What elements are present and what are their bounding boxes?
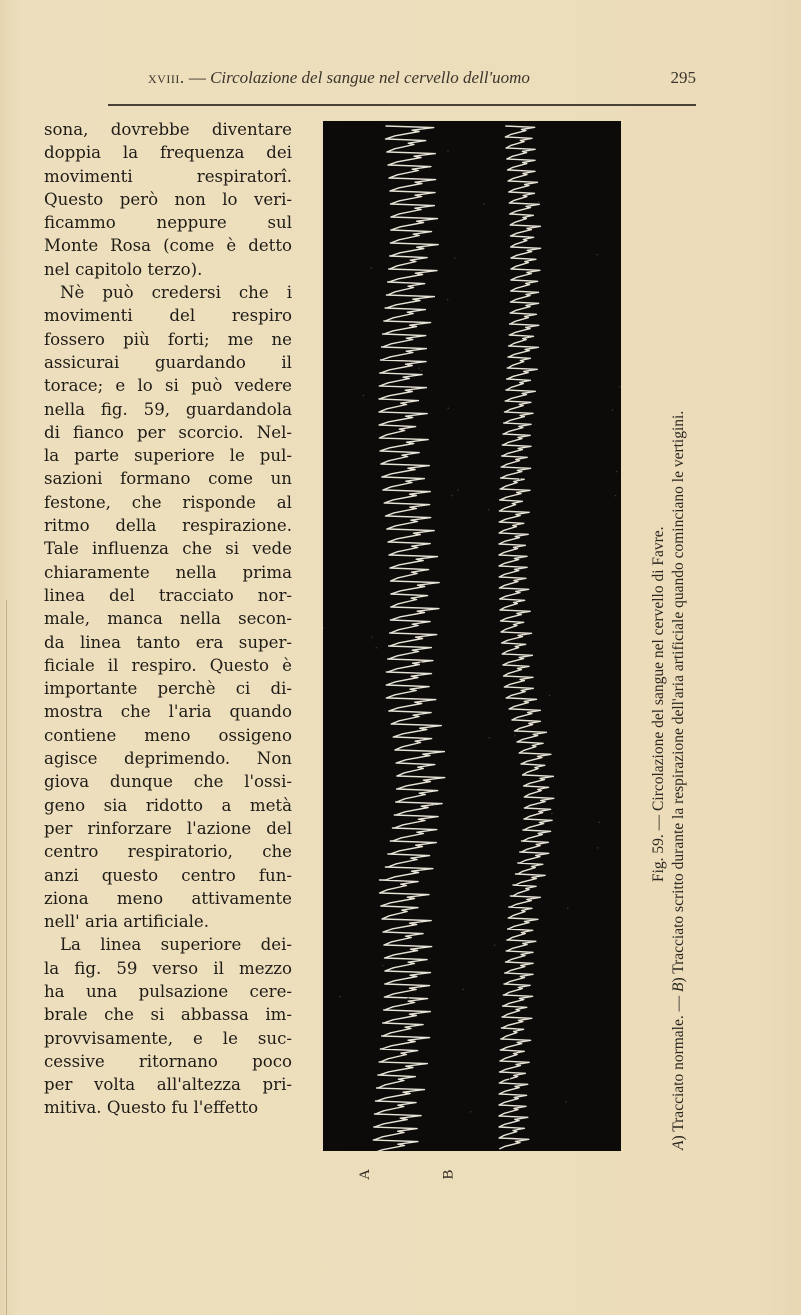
text-line: doppia la frequenza dei [44,143,292,163]
text-line: Tale influenza che si vede [44,539,292,559]
text-line: mitiva. Questo fu l'effetto [44,1098,259,1118]
text-line: anzi questo centro fun- [44,865,292,885]
text-line: ha una pulsazione cere- [44,981,292,1001]
trace-label-b: B [440,1169,457,1180]
text-line: festone, che risponde al [44,492,292,512]
caption-text-b: ) Tracciato scritto durante la respirazione dell'aria artificiale quando cominciano le vertigini. [670,410,687,983]
running-header [108,68,696,92]
chapter-title: Circolazione del sangue nel cervello dell'uomo [210,68,530,87]
text-line: ritmo della respirazione. [44,516,292,536]
text-line: sazioni formano come un [44,469,292,489]
text-line: chiaramente nella prima [44,562,292,582]
caption-letter-a: A [670,1140,687,1150]
text-line: nell' aria artificiale. [44,912,210,932]
figure-caption-description [670,411,688,1150]
figure-caption-title: Fig. 59. — Circolazione del sangue nel cervello di Favre. [650,526,667,882]
waveform-traces [323,121,621,1151]
text-line: brale che si abbassa im- [44,1005,292,1025]
text-line: ficammo neppure sul [44,213,292,233]
text-line: linea del tracciato nor- [44,585,292,605]
page-number: 295 [670,68,696,87]
text-line: da linea tanto era super- [44,632,292,652]
text-line: ficiale il respiro. Questo è [44,655,292,675]
text-line: nella fig. 59, guardandola [44,399,292,419]
text-line: male, manca nella secon- [44,609,292,629]
chapter-number: xviii. [148,68,185,87]
text-line: torace; e lo si può vedere [44,376,292,396]
text-line: per rinforzare l'azione del [44,818,292,838]
text-line: mostra che l'aria quando [44,702,292,722]
body-text-column [44,118,292,1120]
text-line: per volta all'altezza pri- [44,1075,292,1095]
text-line: sona, dovrebbe diventare [44,120,292,139]
text-line: provvisamente, e le suc- [44,1028,292,1048]
trace-label-a: A [356,1169,373,1180]
text-line: Monte Rosa (come è detto [44,236,292,256]
header-rule [108,104,696,106]
caption-letter-b: B [670,982,687,993]
text-line: giova dunque che l'ossi- [44,772,292,792]
text-line: di fianco per scorcio. Nel- [44,422,292,442]
text-line: la parte superiore le pul- [44,446,292,466]
text-line: Questo però non lo veri- [44,189,292,209]
text-line: contiene meno ossigeno [44,725,292,745]
text-line: Nè può credersi che i [60,283,292,303]
text-line: movimenti respiratorî. [44,166,292,186]
text-line: movimenti del respiro [44,306,292,326]
text-line: nel capitolo terzo). [44,259,203,279]
text-line: geno sia ridotto a metà [44,795,292,815]
text-line: centro respiratorio, che [44,842,292,862]
page-edge-shadow [6,600,7,1315]
text-line: importante perchè ci di- [44,679,292,699]
text-line: ziona meno attivamente [44,888,292,908]
text-line: La linea superiore dei- [60,935,292,955]
figure-59-plethysmograph-traces [323,121,621,1151]
caption-text-a: ) Tracciato normale. — [670,992,687,1141]
running-title [148,68,530,88]
text-line: fossero più forti; me ne [44,329,292,349]
text-line: cessive ritornano poco [44,1051,292,1071]
text-line: assicurai guardando il [44,352,292,372]
text-line: la fig. 59 verso il mezzo [44,958,292,978]
header-separator: — [188,68,206,87]
text-line: agisce deprimendo. Non [44,749,292,769]
